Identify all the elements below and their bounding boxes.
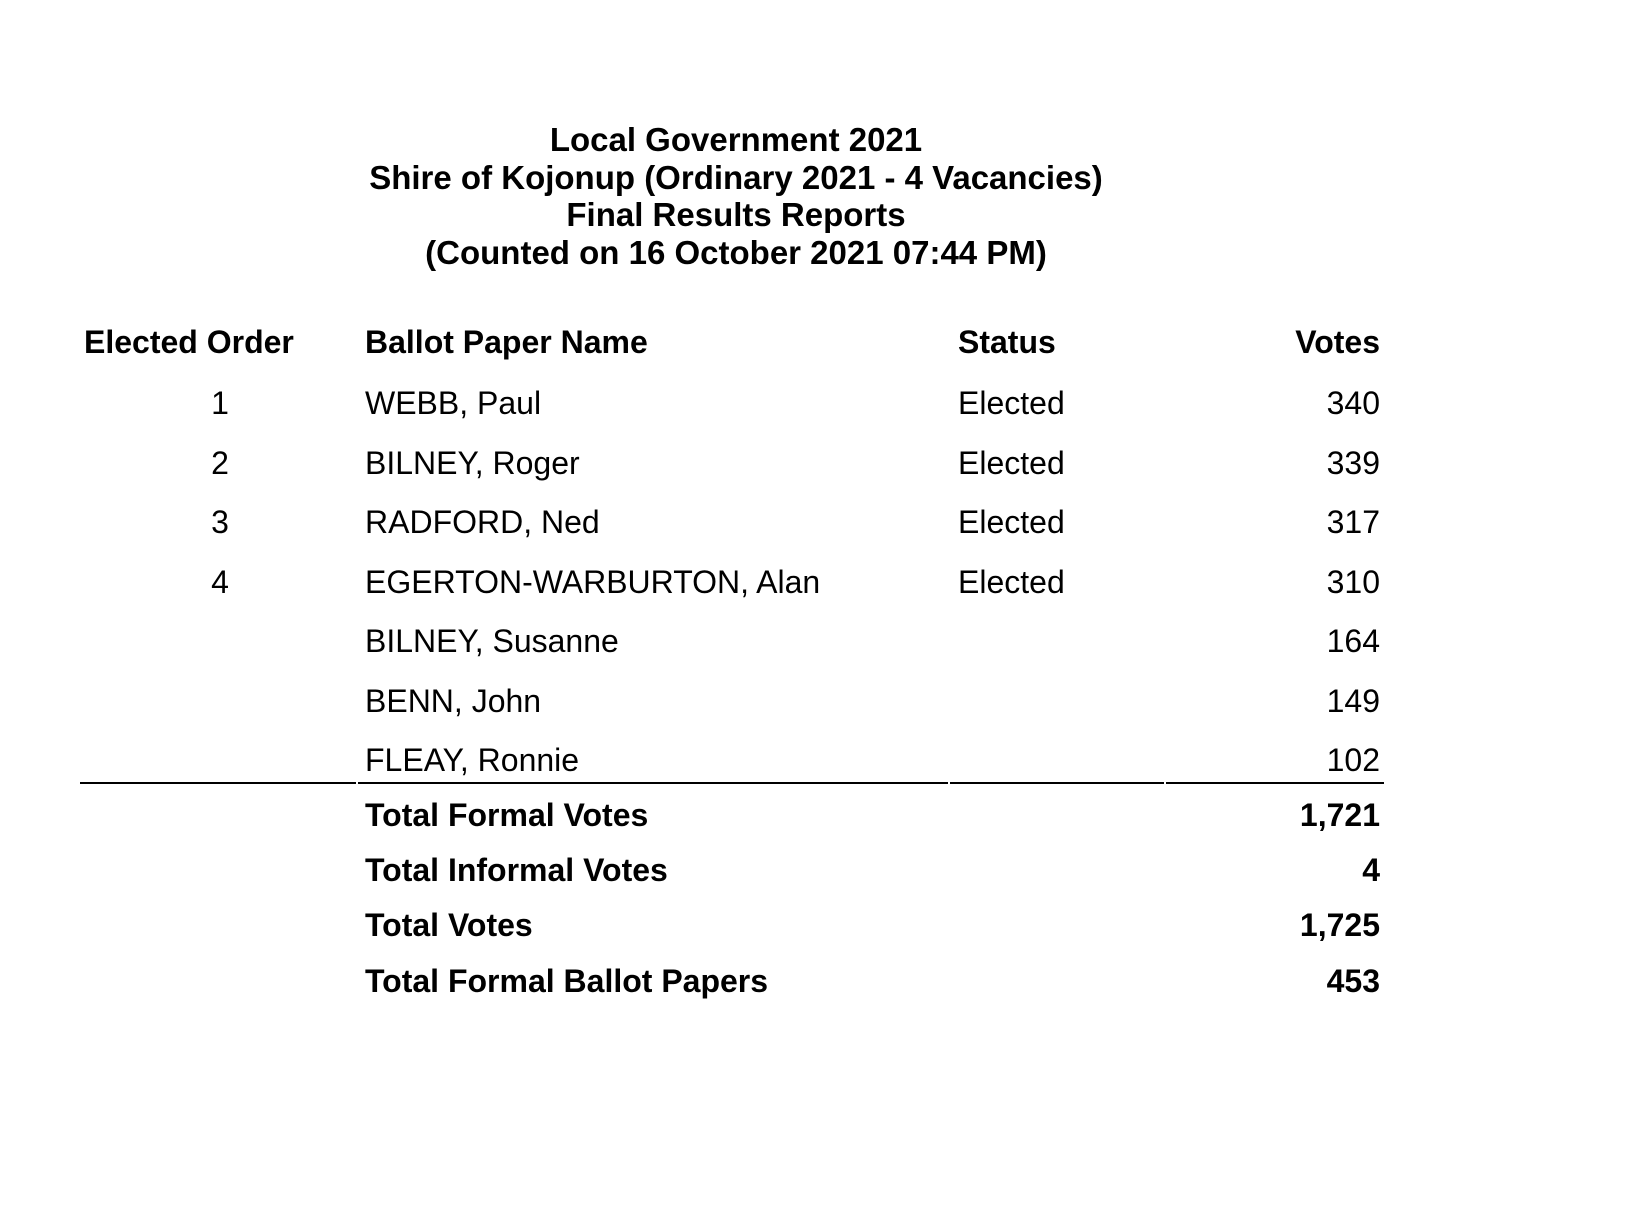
header-elected-order: Elected Order [84,324,294,360]
report-title-line-3: Final Results Reports [566,196,906,233]
votes-cell: 149 [1326,683,1380,719]
status-cell: Elected [958,385,1065,421]
candidate-name-cell: BILNEY, Susanne [365,623,619,659]
totals-divider-order-column [80,782,356,784]
total-label: Total Formal Ballot Papers [365,963,769,999]
report-title-line-2: Shire of Kojonup (Ordinary 2021 - 4 Vacancies) [369,158,1103,196]
status-cell: Elected [958,564,1065,600]
votes-cell: 340 [1326,385,1380,421]
elected-order-cell: 3 [211,504,229,540]
total-label: Total Informal Votes [365,852,668,888]
report-title-line-4: (Counted on 16 October 2021 07:44 PM) [425,233,1047,271]
header-status: Status [958,324,1056,360]
totals-divider-votes-column [1166,782,1384,784]
total-label: Total Votes [365,907,533,943]
elected-order-cell: 1 [211,385,229,421]
candidate-name-cell: BENN, John [365,683,542,719]
header-ballot-paper-name: Ballot Paper Name [365,324,648,360]
votes-cell: 317 [1326,504,1380,540]
total-value: 1,725 [1299,907,1380,943]
candidate-name-cell: WEBB, Paul [365,385,542,421]
elected-order-cell: 4 [211,564,229,600]
candidate-name-cell: EGERTON-WARBURTON, Alan [365,564,821,600]
votes-cell: 102 [1326,742,1380,778]
votes-cell: 164 [1326,623,1380,659]
totals-divider-status-column [950,782,1164,784]
elected-order-cell: 2 [211,445,229,481]
candidate-name-cell: FLEAY, Ronnie [365,742,580,778]
total-value: 453 [1326,963,1380,999]
candidate-name-cell: BILNEY, Roger [365,445,580,481]
total-value: 4 [1362,852,1380,888]
header-votes: Votes [1295,324,1380,360]
status-cell: Elected [958,504,1065,540]
total-value: 1,721 [1299,797,1380,833]
total-label: Total Formal Votes [365,797,649,833]
report-title-line-1: Local Government 2021 [549,121,923,158]
status-cell: Elected [958,445,1065,481]
votes-cell: 339 [1326,445,1380,481]
report-title [236,121,1236,271]
totals-divider-name-column [358,782,948,784]
candidate-name-cell: RADFORD, Ned [365,504,600,540]
votes-cell: 310 [1326,564,1380,600]
